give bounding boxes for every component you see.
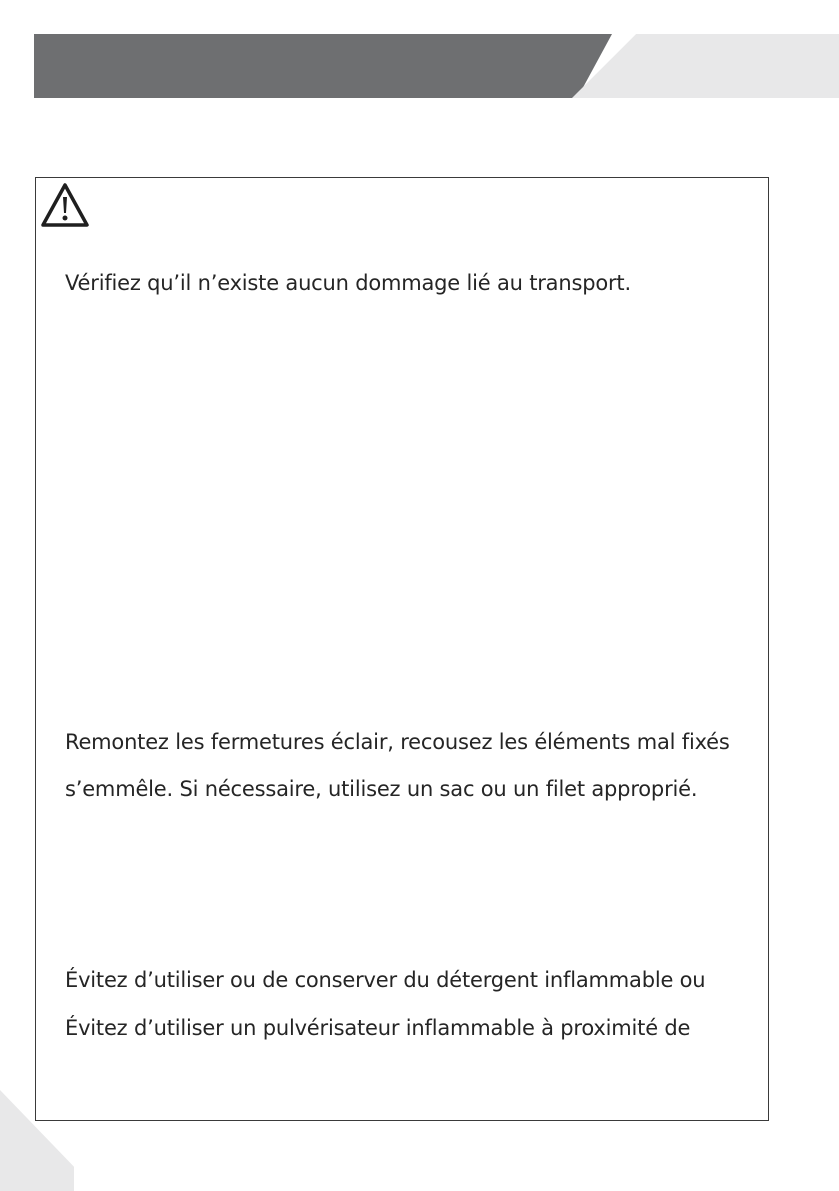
flammable-spray-text: Évitez d’utiliser un pulvérisateur inflammable à proximité de bbox=[65, 1016, 691, 1040]
section-header-bar bbox=[34, 34, 612, 98]
zipper-instructions-text: Remontez les fermetures éclair, recousez les éléments mal fixés bbox=[65, 730, 730, 754]
warning-panel bbox=[35, 177, 769, 1121]
warning-triangle-icon bbox=[40, 182, 90, 228]
transport-check-text: Vérifiez qu’il n’existe aucun dommage lié au transport. bbox=[65, 271, 631, 295]
flammable-detergent-text: Évitez d’utiliser ou de conserver du détergent inflammable ou bbox=[65, 968, 706, 992]
section-header-tab bbox=[572, 34, 839, 98]
laundry-bag-text: s’emmêle. Si nécessaire, utilisez un sac ou un filet approprié. bbox=[65, 777, 698, 801]
